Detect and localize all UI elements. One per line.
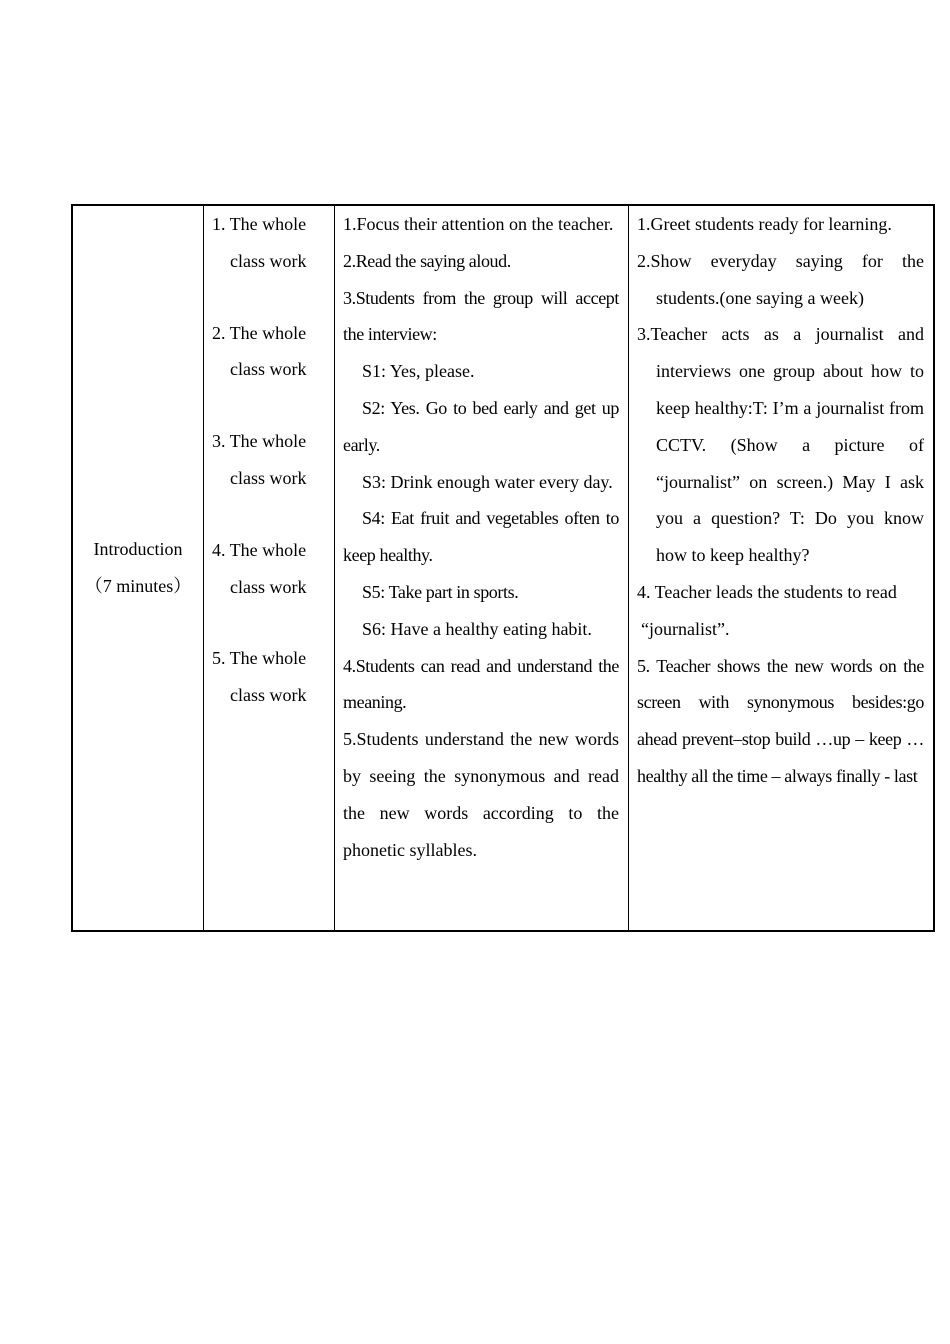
organization-item — [212, 206, 328, 280]
organization-item-number: 1. The whole — [212, 214, 307, 234]
teacher-activity: 1.Greet students ready for learning. — [637, 214, 892, 234]
table-row — [72, 205, 934, 931]
stage-cell — [72, 205, 204, 931]
student-activities — [335, 206, 628, 868]
student-response: S2: Yes. Go to bed early and get up early. — [343, 397, 619, 455]
organization-item — [212, 315, 328, 389]
student-response: S5: Take part in sports. — [362, 581, 519, 602]
teacher-activities — [629, 206, 933, 795]
organization-item — [212, 640, 328, 714]
organization-item-number: 3. The whole — [212, 431, 307, 452]
organization-cell — [204, 205, 335, 931]
student-activities-cell — [335, 205, 629, 931]
student-activity: 1.Focus their attention on the teacher. — [343, 214, 614, 234]
teacher-activity: 4. Teacher leads the students to read — [637, 581, 897, 602]
student-response: S4: Eat fruit and vegetables often to keep healthy. — [343, 508, 619, 566]
teacher-activity: 5. Teacher shows the new words on the screen with synonymous besides:go ahead prevent–stop build …up – keep … healthy all the time – always finally - last — [637, 655, 924, 786]
stage-name: Introduction — [93, 539, 183, 560]
organization-item — [212, 532, 328, 606]
lesson-plan-table — [71, 204, 935, 932]
organization-item-text: class work — [230, 250, 307, 271]
student-response: S1: Yes, please. — [362, 361, 475, 382]
student-response: S3: Drink enough water every day. — [362, 471, 613, 492]
teacher-activity: “journalist”. — [641, 618, 730, 639]
student-activity: 3.Students from the group will accept the interview: — [343, 287, 619, 345]
student-activity: 5.Students understand the new words by seeing the synonymous and read the new words according to the phonetic syllables. — [343, 729, 619, 860]
student-activity: 4.Students can read and understand the meaning. — [343, 655, 619, 713]
student-activity: 2.Read the saying aloud. — [343, 250, 511, 271]
organization-item-text: class work — [230, 576, 307, 597]
organization-item-number: 5. The whole — [212, 648, 307, 669]
organization-list — [204, 206, 334, 714]
organization-item — [212, 423, 328, 497]
organization-item-text: class work — [230, 359, 307, 380]
teacher-activity: 2.Show everyday saying for the students.(one saying a week) — [637, 250, 924, 308]
stage-time: （7 minutes） — [84, 576, 192, 596]
teacher-activity: 3.Teacher acts as a journalist and interviews one group about how to keep healthy:T: I’m a journalist from CCTV. (Show a picture of “journalist” on screen.) May I ask you a question? T: Do you know how to keep healthy? — [637, 324, 924, 566]
organization-item-number: 2. The whole — [212, 322, 307, 343]
teacher-activities-cell — [629, 205, 935, 931]
student-response: S6: Have a healthy eating habit. — [362, 618, 592, 639]
organization-item-text: class work — [230, 467, 307, 488]
organization-item-number: 4. The whole — [212, 539, 307, 560]
organization-item-text: class work — [230, 685, 307, 706]
